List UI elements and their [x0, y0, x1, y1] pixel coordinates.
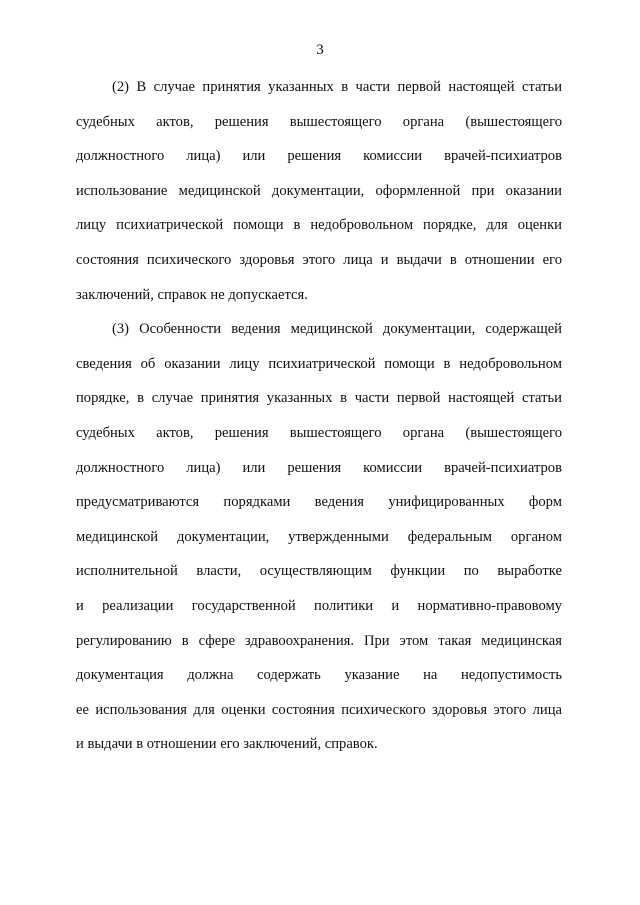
paragraph-3-line: порядке, в случае принятия указанных в части первой настоящей статьи [76, 390, 562, 407]
paragraph-3-line: медицинской документации, утвержденными федеральным органом [76, 528, 562, 545]
paragraph-2-line: лицу психиатрической помощи в недобровольном порядке, для оценки [76, 217, 562, 234]
paragraph-2-line: состояния психического здоровья этого лица и выдачи в отношении его [76, 251, 562, 268]
paragraph-3-line: предусматриваются порядками ведения унифицированных форм [76, 494, 562, 511]
paragraph-2-line: судебных актов, решения вышестоящего органа (вышестоящего [76, 113, 562, 130]
paragraph-3-line: (3) Особенности ведения медицинской документации, содержащей [112, 321, 562, 338]
paragraph-2-line: использование медицинской документации, оформленной при оказании [76, 182, 562, 199]
paragraph-2-line: (2) В случае принятия указанных в части первой настоящей статьи [112, 79, 562, 95]
paragraph-3-line: документация должна содержать указание на недопустимость [76, 667, 562, 684]
paragraph-3-line: судебных актов, решения вышестоящего органа (вышестоящего [76, 424, 562, 441]
document-body [76, 77, 562, 769]
paragraph-3-line: и выдачи в отношении его заключений, справок. [76, 736, 378, 753]
paragraph-3-line: должностного лица) или решения комиссии врачей-психиатров [76, 459, 562, 476]
page-number: 3 [316, 42, 324, 58]
paragraph-2-line: заключений, справок не допускается. [76, 286, 308, 303]
paragraph-3-line: ее использования для оценки состояния психического здоровья этого лица [76, 701, 562, 718]
paragraph-3-line: сведения об оказании лицу психиатрической помощи в недобровольном [76, 355, 562, 372]
paragraph-3-line: и реализации государственной политики и нормативно-правовому [76, 597, 562, 614]
paragraph-3-line: исполнительной власти, осуществляющим функции по выработке [76, 563, 562, 580]
paragraph-2-line: должностного лица) или решения комиссии врачей-психиатров [76, 148, 562, 165]
paragraph-3-line: регулированию в сфере здравоохранения. При этом такая медицинская [76, 632, 562, 649]
